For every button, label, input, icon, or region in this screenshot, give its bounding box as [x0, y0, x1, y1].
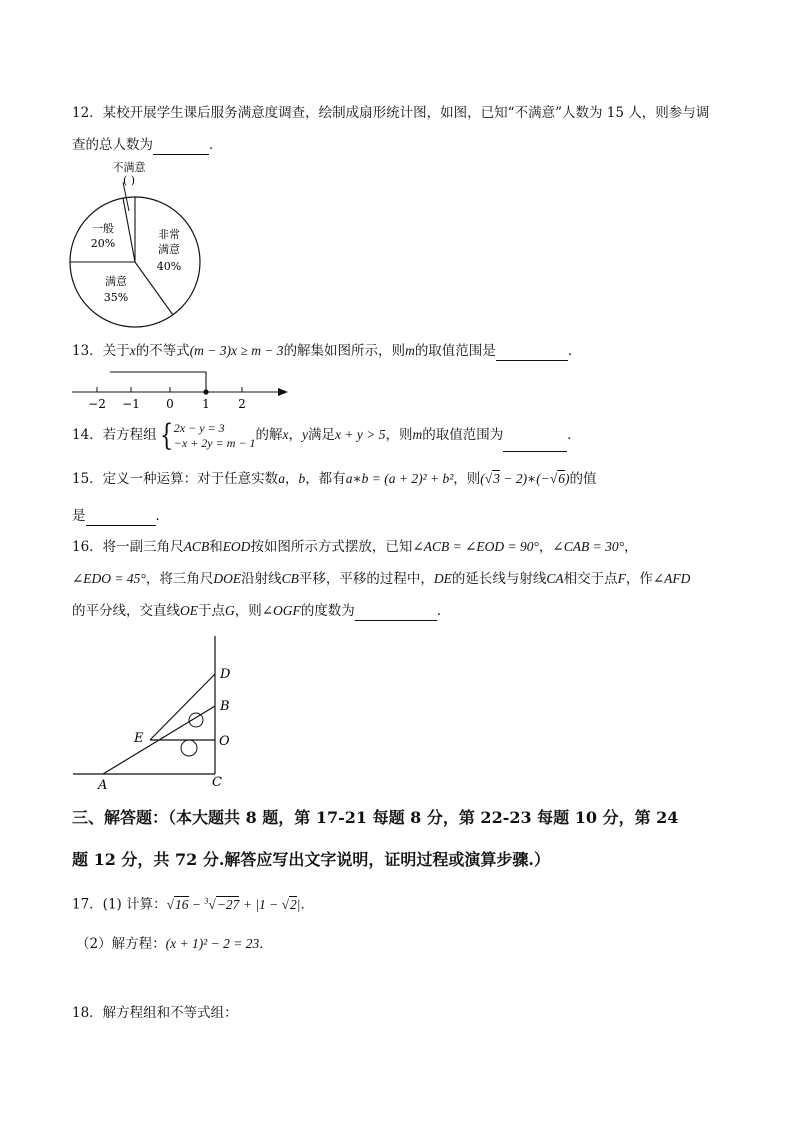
number-line-arrow [278, 388, 288, 396]
q13-answer-blank[interactable] [496, 346, 568, 361]
q16-oe: OE [180, 603, 198, 618]
q14-x: x [282, 427, 289, 442]
q16-afd: ∠AFD [652, 571, 691, 586]
tick-label-0: 0 [166, 397, 174, 410]
q16-eod: EOD [222, 539, 251, 554]
q16-l3-b: 于点 [198, 603, 225, 619]
q16-cb: CB [281, 571, 299, 586]
q12-tail: ． [209, 137, 223, 153]
q13-line [72, 341, 581, 361]
q14-eq2: −x + 2y = m − 1 [173, 435, 256, 450]
q16-ca: CA [546, 571, 564, 586]
solution-endpoint [203, 389, 208, 394]
fig-circle-lower [181, 740, 197, 756]
q15-a: a [278, 471, 285, 486]
q15-sep: ， [284, 471, 299, 487]
q17-cube-index: 3 [204, 896, 209, 905]
q16-l2-c: 平移，平移的过程中， [298, 571, 434, 587]
q15-prefix: 15．定义一种运算：对于任意实数 [72, 471, 279, 487]
q16-l2-e: 相交于点 [563, 571, 618, 587]
q15-sqrt3: 3 [493, 471, 500, 486]
tick-label-neg1: −1 [122, 397, 140, 410]
q15-line2 [72, 506, 169, 526]
q15-line2-text: 是 [72, 508, 86, 524]
q14-y: y [302, 427, 308, 442]
q16-l2-d: 的延长线与射线 [451, 571, 547, 587]
q16-tail: ． [436, 603, 451, 619]
q16-l1-c: 按如图所示方式摆放，已知 [250, 539, 413, 555]
q15-suffix: 的值 [569, 471, 597, 487]
q15-sqrt6: 6 [558, 471, 566, 486]
q16-acb: ACB [183, 539, 210, 554]
q16-line3 [72, 601, 450, 621]
q14-answer-blank[interactable] [503, 437, 567, 452]
tick-label-1: 1 [202, 397, 210, 410]
q14-prefix: 14．若方程组 [72, 427, 157, 443]
q17-p2-prefix: （2）解方程： [76, 936, 166, 952]
q17-part2 [76, 934, 273, 954]
section3-heading-line1: 三、解答题：（本大题共 8 题，第 17-21 每题 8 分，第 22-23 每题 10 分，第 24 [72, 808, 679, 827]
q14-line [72, 418, 581, 452]
q15-expression: (√3 − 2)∗(−√6) [480, 471, 570, 486]
fig-label-c: C [212, 775, 222, 790]
q15-expr-mid: − 2)∗(− [499, 471, 550, 486]
q18-line: 18．解方程组和不等式组： [72, 1005, 238, 1021]
q15-tail: ． [155, 508, 169, 524]
q13-prefix: 13．关于 [72, 343, 130, 359]
q16-g: G [225, 603, 235, 618]
q15-expr-open: ( [480, 471, 485, 486]
fig-label-e: E [134, 731, 144, 746]
q16-cab: ∠CAB = 30° [552, 539, 624, 554]
pie-pct-manyi: 35% [103, 291, 129, 304]
q17-p1-close: | [296, 896, 301, 912]
q14-cond-pre: 满足 [308, 427, 335, 443]
q16-l3-c: ，则 [234, 603, 262, 619]
q16-l2-a: ，将三角尺 [145, 571, 214, 587]
pie-label-feichang-1: 非常 [158, 228, 180, 241]
q14-m: m [412, 427, 423, 442]
q12-text2: 查的总人数为 [72, 137, 153, 153]
q16-edo: ∠EDO = 45° [72, 571, 146, 586]
section3-heading-line2: 题 12 分，共 72 分.解答应写出文字说明，证明过程或演算步骤.） [72, 850, 550, 869]
q16-l1-e: ， [624, 539, 638, 555]
q14-brace: { [159, 417, 173, 453]
q13-mid2: 的解集如图所示，则 [283, 343, 406, 359]
q12-line2 [72, 135, 223, 155]
q12-answer-blank[interactable] [153, 140, 209, 155]
q16-l2-b: 沿射线 [241, 571, 282, 587]
q16-l1-d: ， [538, 539, 553, 555]
q14-cond: x + y > 5 [335, 427, 386, 442]
q13-var-m: m [405, 343, 415, 358]
q16-l1-a: 16．将一副三角尺 [72, 539, 184, 555]
q14-eq1: 2x − y = 3 [173, 420, 225, 435]
pie-pct-yiban: 20% [90, 237, 116, 250]
fig-line-ed [150, 674, 215, 740]
pie-label-feichang-2: 满意 [158, 243, 180, 256]
q15-mid: ，都有 [305, 471, 346, 487]
q13-tail: ． [567, 343, 582, 359]
q17-sqrt2: 2 [290, 896, 297, 912]
q15-expr-close: ) [565, 471, 570, 486]
q16-triangle-figure [70, 630, 240, 795]
q16-l1-b: 和 [209, 539, 223, 555]
tick-label-2: 2 [238, 397, 246, 410]
q17-p2-tail: ． [259, 936, 273, 952]
pie-label-bumanyi: 不满意 [112, 161, 146, 174]
q17-sqrt16: 16 [175, 896, 189, 912]
q17-p1-minus: − [188, 896, 205, 912]
q17-p2-equation: (x + 1)² − 2 = 23 [165, 936, 260, 951]
solution-ray [110, 372, 206, 392]
pie-label-yiban: 一般 [92, 222, 114, 235]
q14-system [174, 421, 256, 451]
q13-mid: 的不等式 [135, 343, 190, 359]
q16-ogf: ∠OGF [261, 603, 301, 618]
q16-de: DE [433, 571, 452, 586]
q15-answer-blank[interactable] [86, 511, 156, 526]
q14-cond-post: ，则 [385, 427, 413, 443]
fig-label-a: A [98, 778, 108, 793]
q16-l3-d: 的度数为 [300, 603, 355, 619]
q15-definition: a∗b = (a + 2)² + b² [345, 471, 454, 486]
q17-p1-plus: + |1 − [239, 896, 282, 912]
q16-line2 [72, 569, 690, 589]
q17-p1-tail: ． [300, 896, 315, 913]
pie-pct-feichang: 40% [156, 260, 182, 273]
q14-comma: ， [288, 427, 302, 443]
q13-inequality: (m − 3)x ≥ m − 3 [189, 343, 284, 358]
q17-part1 [72, 891, 314, 915]
fig-label-b: B [220, 699, 230, 714]
q17-cbrt27: −27 [216, 896, 240, 912]
q12-line1: 12．某校开展学生课后服务满意度调查，绘制成扇形统计图，如图，已知“不满意”人数为 15 人，则参与调 [72, 105, 710, 121]
pie-label-bumanyi-pct: ( ) [122, 174, 136, 187]
q16-angles: ∠ACB = ∠EOD = 90° [412, 539, 539, 554]
fig-label-o: O [219, 734, 230, 749]
q15-mid2: ，则 [453, 471, 481, 487]
fig-label-d: D [220, 667, 231, 682]
q16-answer-blank[interactable] [355, 606, 437, 621]
q14-mid: 的解 [255, 427, 283, 443]
q15-line1 [72, 469, 597, 489]
q14-tail: ． [567, 427, 581, 443]
q13-suffix: 的取值范围是 [414, 343, 496, 359]
q14-suffix: 的取值范围为 [422, 427, 504, 443]
q16-l2-g: ，作 [625, 571, 653, 587]
pie-label-manyi: 满意 [105, 275, 127, 288]
q16-l3-a: 的平分线，交直线 [72, 603, 180, 619]
q12-pie-chart [66, 158, 208, 328]
q15-b: b [298, 471, 306, 486]
q13-number-line [70, 364, 295, 410]
q17-p1-expression: √16 − $^3$√−27 + |1 − √2| [166, 896, 301, 912]
q16-line1 [72, 537, 638, 557]
q16-doe: DOE [213, 571, 242, 586]
q16-f: F [617, 571, 626, 586]
tick-label-neg2: −2 [88, 397, 106, 410]
q17-p1-prefix: 17．(1) 计算： [72, 896, 167, 913]
q13-var-x: x [129, 343, 136, 358]
